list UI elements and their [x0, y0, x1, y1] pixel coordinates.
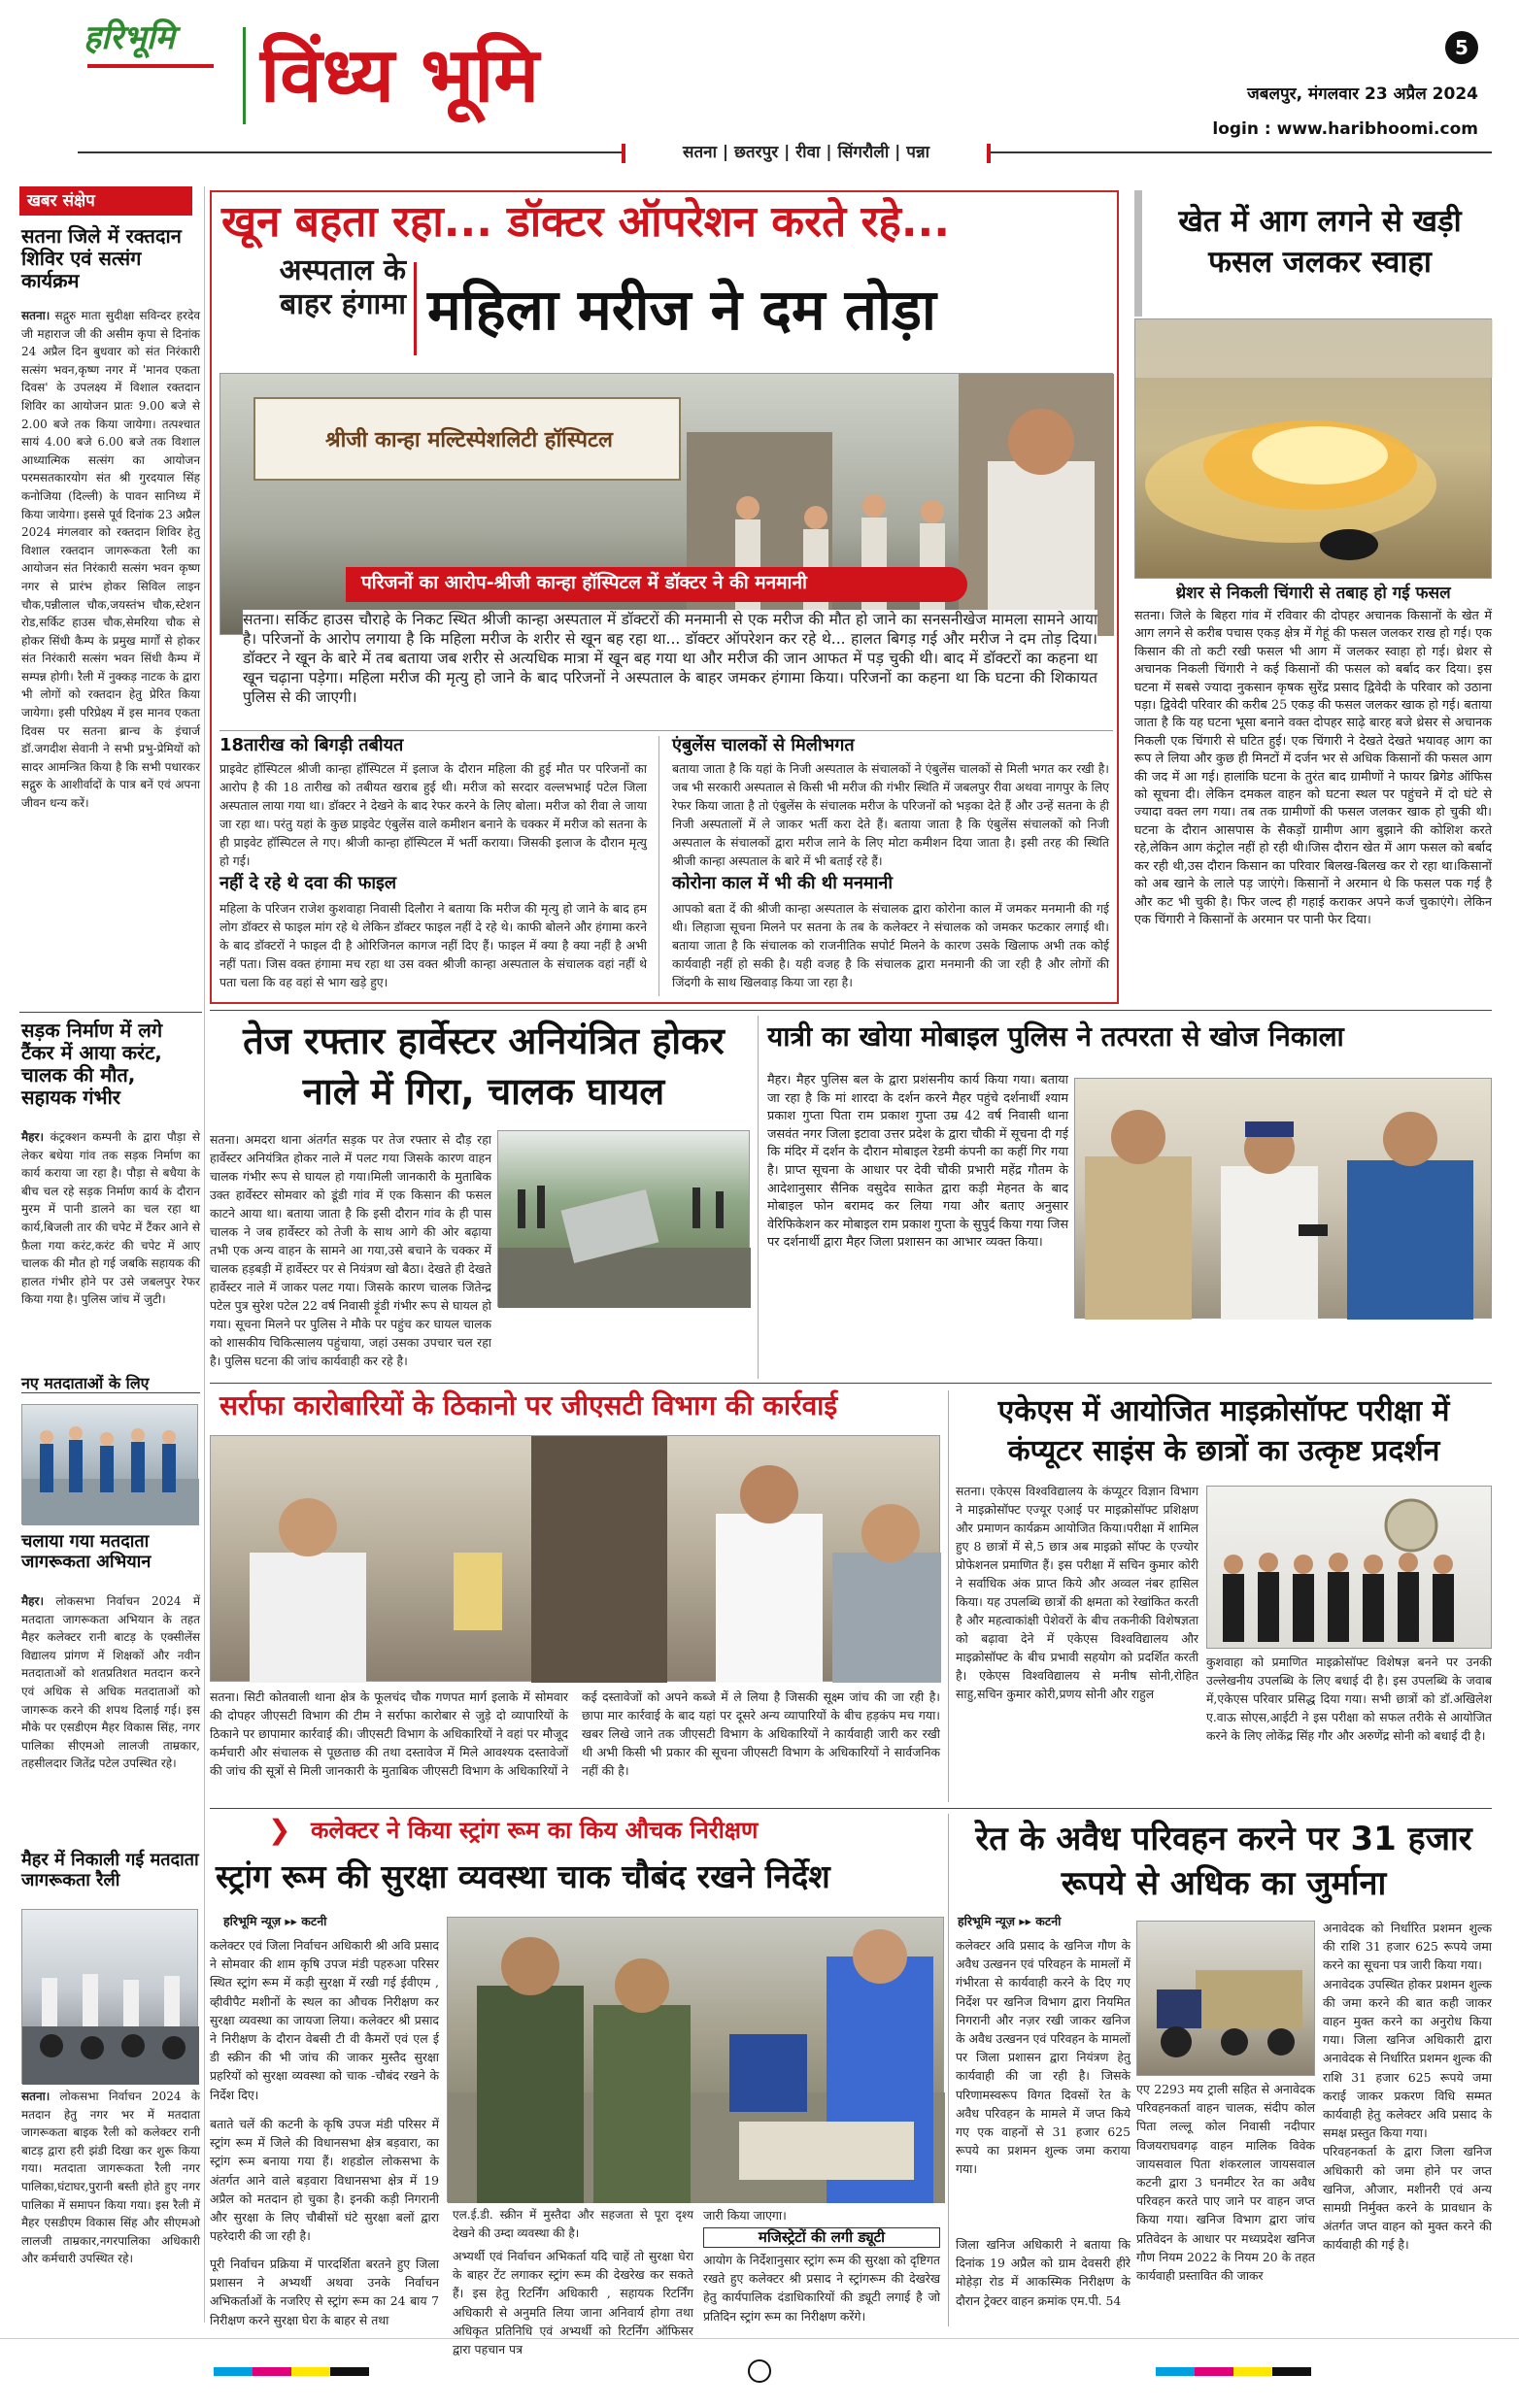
sidebar-body-tanker: मैहर। कंट्रक्शन कम्पनी के द्वारा पौड़ा से लेकर बधेया गांव तक सड़क निर्माण का कार्य कराया जा रहा है। पौड़ा से बधैया के बीच चल रहे सड़क निर्माण कार्य के दौरान मुरम में पानी डालने का चल रहा था कार्य,बिजली तार की चपेट में टैंकर आने से फ़ैला गया करंट,करंट की चपेट में आए चालक की मौत हो गई जबकि सहायक की हालत गंभीर होने पर उसे जबलपुर रेफर किया गया है। पुलिस जांच में जुटी। — [21, 1130, 200, 1307]
sidebar-body-voter-campaign: मैहर। लोकसभा निर्वाचन 2024 में मतदाता जागरूकता अभियान के तहत मैहर कलेक्टर रानी बाटड़ के एक्सीलेंस विद्यालय प्रांगण में शिक्षकों और नवीन मतदाताओं को शतप्रतिशत मतदान करने एवं अधिक से अधिक मतदाताओं को जागरूक करने की शपथ दिलाई गई। इस मौके पर एसडीएम मैहर विकास सिंह, नगर पालिका सीएमओ लालजी ताम्रकार, तहसीलदार जितेंद्र पटेल उपस्थित रहे। — [21, 1594, 200, 1771]
sidebar-headline-tanker: सड़क निर्माण में लगे टैंकर में आया करंट, चालक की मौत, सहायक गंभीर — [21, 1019, 163, 1109]
strong-body-2: बताते चलें की कटनी के कृषि उपज मंडी परिसर में स्ट्रांग रूम में जिले की विधानसभा क्षेत्र बड़वारा, का स्ट्रांग रूम बनाया गया हैं। शहडोल लोकसभा के अंतर्गत आने वाले बड़वारा विधानसभा क्षेत्र में 19 अप्रैल को मतदान हो चुका है। इनकी कड़ी निगरानी और सुरक्षा के लिए चौबीसों घंटे सुरक्षा बलों द्वारा पहरेदारी की जा रही है। — [210, 2117, 439, 2244]
harvester-photo — [497, 1130, 750, 1307]
brand-logo: हरिभूमि — [84, 18, 175, 57]
harvester-body-rest — [497, 1313, 750, 1379]
dateline: जबलपुर, मंगलवार 23 अप्रैल 2024 — [1247, 84, 1478, 104]
sidebar-kicker-new-voters: नए मतदाताओं के लिए — [21, 1375, 200, 1393]
aks-students-group — [1207, 1487, 1493, 1650]
harvester-scene — [498, 1131, 751, 1308]
aks-column-rule — [948, 1390, 949, 1802]
page-number-badge: 5 — [1445, 31, 1478, 64]
lead-subhead: महिला मरीज ने दम तोड़ा — [427, 277, 936, 343]
row3-rule — [210, 1383, 1492, 1384]
sand-tractor — [1137, 1922, 1316, 2077]
aks-headline: एकेएस में आयोजित माइक्रोसॉफ्ट परीक्षा में कंप्यूटर साइंस के छात्रों का उत्कृष्ट प्रदर्शन — [997, 1394, 1450, 1468]
lead-headline: खून बहता रहा... डॉक्टर ऑपरेशन करते रहे... — [221, 197, 950, 247]
voters-pledge-photo — [21, 1404, 198, 1524]
lead-body-3: बताया जाता है कि यहां के निजी अस्पताल के संचालकों ने एंबुलेंस चालकों से मिली भगत कर रखी है। जब भी सरकारी अस्पताल से किसी भी मरीज की गंभीर स्थिति में जबलपुर रीवा अथवा नागपुर के लिए रेफर किया जाता है तो एंबुलेंस के संचालक मरीज के परिजनों को भड़का देते हैं और उन्हें सतना के ही निजी अस्पतालों में ले जाकर भर्ती करा देते हैं। बताया जाता है कि एंबुलेंस संचालकों को निजी अस्पताल के संचालकों द्वारा मरीज लाने के लिए मोटा कमीशन दिया जाता है। इसी तरह की स्थिति श्रीजी कान्हा अस्पताल के बारे में भी बताई रहे हैं। — [672, 761, 1109, 868]
aks-body-1: सतना। एकेएस विश्वविद्यालय के कंप्यूटर विज्ञान विभाग ने माइक्रोसॉफ्ट एज्यूर एआई पर माइक्रोसॉफ्ट प्रशिक्षण और प्रमाणन कार्यक्रम आयोजित किया।परीक्षा में शामिल हुए 8 छात्रों में से,5 छात्र अब माइक्रो सॉफ्ट के एज्योर प्रोफेशनल प्रमाणित हैं। इस परीक्षा में सचिन कुमार कोरी ने सर्वाधिक अंक प्राप्त किये और अव्वल नंबर हासिल किया। यह उपलब्धि छात्रों की क्षमता को रेखांकित करती है और महत्वाकांक्षी पेशेवरों के बीच तकनीकी विशेषज्ञता को बढ़ावा देने में एकेएस विश्वविद्यालय और माइक्रोसॉफ्ट के बीच प्रभावी सहयोग को प्रदर्शित करती है। एकेएस विश्वविद्यालय से मनीष सोनी,रोहित साहु,सचिन कुमार कोरी,प्रणय सोनी और राहुल — [956, 1484, 1198, 1701]
strong-photo-caption: एल.ई.डी. स्क्रीन में मुस्तैदा और सहजता से पूरा दृश्य देखने की उम्दा व्यवस्था की है। — [453, 2208, 693, 2240]
sand-body-3: एए 2293 मय ट्राली सहित से अनावेदक परिवहनकर्ता वाहन चालक, संदीप कोल पिता लल्लू कोल निवासी नदीपार विजयराघवगढ़ वाहन मालिक विवेक जायसवाल पिता शंकरलाल जायसवाल कटनी द्वारा 3 घनमीटर रेत का अवैध परिवहन करते पाए जाने पर वाहन जप्त किया गया। खनिज विभाग द्वारा जांच प्रतिवेदन के आधार पर मध्यप्रदेश खनिज गौण नियम 2022 के नियम 20 के तहत कार्यवाही प्रस्तावित की जाकर — [1136, 2082, 1315, 2284]
mobile-headline: यात्री का खोया मोबाइल पुलिस ने तत्परता से खोज निकाला — [767, 1020, 1344, 1053]
sand-tractor-photo — [1136, 1921, 1315, 2076]
caption-text: परिजनों का आरोप-श्रीजी कान्हा हॉस्पिटल में डॉक्टर ने की मनमानी — [361, 572, 807, 593]
strong-subhead: मजिस्ट्रेटों की लगी ड्यूटी — [703, 2227, 940, 2248]
edition-title: विंध्य भूमि — [260, 32, 539, 119]
lead-body-2: महिला के परिजन राजेश कुशवाहा निवासी दिलौरा ने बताया कि मरीज की मृत्यु हो जाने के बाद हम लोग डॉक्टर से फाइल मांग रहे थे लेकिन डॉक्टर फाइल नहीं दे रहे थे। काफी बोलने और हंगामा करने के बाद डॉक्टरों ने फाइल दी है ओरिजिनल कागज नहीं दिए हैं। फाइल में क्या है क्या नहीं है अभी नहीं पता। जिस वक्त हंगामा मच रहा था उस वक्त श्रीजी कान्हा अस्पताल के संचालक वहां नहीं थे पता चला कि वह वहां से भाग खड़े हुए। — [219, 901, 647, 989]
sand-body-1-text: कलेक्टर अवि प्रसाद के खनिज गौण के अवैध उत्खनन एवं परिवहन के मामलों में गंभीरता से कार्यवाही करने के दिए गए निर्देश पर खनिज विभाग द्वारा नियमित निगरानी और नज़र रखी जाकर खनिज के अवैध उत्खनन एवं परिवहन के मामलों पर जिला प्रशासन द्वारा नियंत्रण हेतु कार्यवाही की जा रही है। जिसके परिणामस्वरूप विगत दिवसों रेत के अवैध परिवहन के मामले में जप्त किये गए एक वाहनों से 31 हजार 625 रूपये का प्रशमन शुल्क जमा कराया गया। — [956, 1938, 1131, 2177]
sand-body-2: जिला खनिज अधिकारी ने बताया कि दिनांक 19 अप्रैल को ग्राम देवसरी हीरे मोहेड़ा रोड में आकस्मिक निरीक्षण के दौरान ट्रेक्टर वाहन क्रमांक एम.पी. 54 — [956, 2237, 1131, 2308]
rally-photo — [21, 1909, 198, 2084]
lead-subhead-2: नहीं दे रहे थे दवा की फाइल — [219, 873, 397, 893]
sand-byline: हरिभूमि न्यूज़ ▸▸ कटनी — [958, 1914, 1062, 1928]
strong-body-3: पूरी निर्वाचन प्रक्रिया में पारदर्शिता बरतने हुए जिला प्रशासन ने अभ्यर्थी अथवा उनके निर्वाचन अभिकर्ताओं के नजरिए से स्ट्रांग रूम का 24 बाय 7 निरीक्षण करने सुरक्षा घेरा के बाहर से तथा — [210, 2257, 439, 2327]
gst-body: सतना। सिटी कोतवाली थाना क्षेत्र के फूलचंद चौक गणपत मार्ग इलाके में सोमवार की दोपहर जीएसटी विभाग की टीम ने सर्राफा कारोबार से जुड़े दो व्यापारियों के ठिकाने पर छापामार कार्रवाई की। जीएसटी विभाग के अधिकारियों ने वहां पर मौजूद कर्मचारी और संचालक से पूछताछ की तथा दस्तावेज में मिले आवश्यक दस्तावेजों की जांच की सूत्रों से मिली जानकारी के मुताबिक जीएसटी विभाग के अधिकारियों ने कई दस्तावेजों को अपने कब्जे में ले लिया है जिसकी सूक्ष्म जांच की जा रही है। छापा मार कार्रवाई के बाद यहां पर दूसरे अन्य व्यापारियों के बीच हड़कंप मच गया। खबर लिखे जाने तक जीएसटी विभाग के अधिकारियों ने कार्यवाही जारी कर रखी थी अभी किसी भी प्रकार की सूचना जीएसटी विभाग के अधिकारियों ने सार्वजनिक नहीं की है। — [210, 1689, 940, 1778]
district-strip: सतना | छतरपुर | रीवा | सिंगरौली | पन्ना — [622, 144, 991, 163]
gst-raid-photo — [210, 1435, 940, 1682]
sidebar-body-blood-donation: सतना। सद्गुरु माता सुदीक्षा सविन्दर हरदेव जी महाराज जी की असीम कृपा से दिनांक 24 अप्रैल दिन बुधवार को संत निरंकारी सत्संग भवन,कृष्ण नगर में 'मानव एकता दिवस' के उपलक्ष्य में विशाल रक्तदान शिविर का आयोजन प्रातः 9.00 बजे से 2.00 बजे तक किया जायेगा। तत्पश्चात सायं 4.00 बजे 6.00 बजे तक विशाल आध्यात्मिक सत्संग का आयोजन परमसतकारयोग संत श्री गुरदयाल सिंह कनोजिया (दिल्ली) के पावन सानिध्य में किया जायेगा। इससे पूर्व दिनांक 23 अप्रैल 2024 मंगलवार को रक्तदान शिविर हेतु विशाल रक्तदान जागरूकता रैली का आयोजन संत निरंकारी सत्संग भवन कृष्ण नगर से प्रारंभ होकर सिविल लाइन चौक,पन्नीलाल चौक,जयस्तंभ चौक,स्टेशन रोड,सर्किट हाउस चौक,सेमरिया चौक से होकर सिंधी कैम्प के प्रमुख मार्गों से होकर संत निरंकारी सत्संग भवन सिंधी कैम्प में सम्पन्न होगी। रैली में नुक्कड़ नाटक के द्वारा भी लोगों को रक्तदान हेतु प्रेरित किया जायेगा। इसी परिप्रेक्ष्य में इस मानव एकता दिवस पर सतना ब्रान्च के इंचार्ज डॉ.जगदीश सेवानी ने सभी प्रभु-प्रेमियों को सादर आमन्त्रित किया है कि सभी पधारकर सद्गुरु के आशीर्वादों के पात्र बनें एवं अपना जीवन धन्य करें। — [21, 309, 200, 811]
cmyk-bar-right — [1156, 2367, 1311, 2376]
gst-raid-scene — [211, 1436, 941, 1683]
fire-headline: खेत में आग लगने से खड़ी फसल जलकर स्वाहा — [1178, 204, 1462, 280]
row4-rule — [210, 1808, 1492, 1809]
fire-subhead: थ्रेशर से निकली चिंगारी से तबाह हो गई फसल — [1175, 584, 1451, 603]
fire-header-bracket — [1134, 190, 1142, 317]
aks-body-2: कुशवाहा को प्रमाणित माइक्रोसॉफ्ट विशेषज्ञ बनने पर उनकी उल्लेखनीय उपलब्धि के लिए बधाई दी है। इस उपलब्धि के जवाब में,एकेएस परिवार प्रसिद्ध दिया गया। सभी छात्रों को डॉ.अखिलेश ए.वाऊ सोएस,आईटी ने इस परीक्षा को सफल तरीके से आयोजित करने के लिए लोकेंद्र सिंह गौर और अरुणेंद्र सोनी को बधाई दी है। — [1206, 1655, 1492, 1743]
harvester-headline: तेज रफ्तार हार्वेस्टर अनियंत्रित होकर नाले में गिरा, चालक घायल — [243, 1020, 725, 1114]
voters-pledge-figures — [22, 1405, 199, 1525]
sidebar-headline-rally: मैहर में निकाली गई मतदाता जागरूकता रैली — [21, 1850, 199, 1890]
registration-mark — [748, 2359, 771, 2383]
login-url[interactable]: login : www.haribhoomi.com — [1212, 119, 1478, 139]
lead-subhead-3: एंबुलेंस चालकों से मिलीभगत — [672, 735, 855, 755]
aks-students-photo — [1206, 1486, 1492, 1649]
mobile-handover-people — [1075, 1079, 1493, 1320]
lead-body-4: आपको बता दें की श्रीजी कान्हा अस्पताल के संचालक द्वारा कोरोना काल में जमकर मनमानी की गई थी। लिहाजा सूचना मिलने पर सतना के तब के कलेक्टर ने संचालक को जमकर फटकार लगाई थी। बताया जाता है कि संचालक को राजनीतिक सपोर्ट मिलने के कारण उसके खिलाफ अभी तक कोई कार्यवाही नहीं हो सकी है। यही वजह है कि संचालक द्वारा मनमानी की जा रही है और लोगों की जिंदगी के साथ खिलवाड़ किया जा रहा है। — [672, 901, 1109, 989]
lead-subhead-4: कोरोना काल में भी की थी मनमानी — [672, 873, 894, 893]
lead-body-1: प्राइवेट हॉस्पिटल श्रीजी कान्हा हॉस्पिटल में इलाज के दौरान महिला की हुई मौत पर परिजनों का आरोप है की 18 तारीख को तबीयत खराब हुई थी। मरीज को सरदार वल्लभभाई पटेल जिला अस्पताल लाया गया था। डॉक्टर ने देखने के बाद रेफर करने के लिए बोला। मरीज को रीवा ले जाया जा रहा था। परंतु यहां के कुछ प्राइवेट एंबुलेंस वाले कमीशन बनाने के चक्कर में मरीज को सतना के ही प्राइवेट हॉस्पिटल ले गए। श्रीजी कान्हा हॉस्पिटल में भर्ती कराया। जिसकी इलाज के दौरान मृत्यु हो गई। — [219, 761, 647, 868]
gst-headline: सर्राफा कारोबारियों के ठिकानो पर जीएसटी विभाग की कार्रवाई — [219, 1389, 838, 1421]
kicker-divider — [414, 262, 417, 355]
strong-room-photo — [447, 1917, 944, 2202]
row2-rule — [210, 1010, 1492, 1011]
sidebar-divider — [19, 1012, 202, 1013]
sand-column-rule — [948, 1814, 949, 2326]
mobile-body: मैहर। मैहर पुलिस बल के द्वारा प्रशंसनीय कार्य किया गया। बताया जा रहा है कि मां शारदा के दर्शन करने मैहर पहुंचे दर्शनार्थी श्याम प्रकाश गुप्ता पिता राम प्रकाश गुप्ता उम्र 42 वर्ष निवासी थाना जसवंत नगर जिला इटावा उत्तर प्रदेश के द्वारा चौकी में सूचना दी गई कि मंदिर में दर्शन के दौरान मोबाइल रेडमी कंपनी का कहीं गिर गया है। प्राप्त सूचना के आधार पर देवी चौकी प्रभारी महेंद्र गौतम के आदेशानुसार सैनिक वसुदेव साकेत द्वारा कड़ी मेहनत के बाद मोबाइल फोन बरामद कर लिया गया और बताए अनुसार वेरिफिकेशन कर मोबाइल राम प्रकाश गुप्ता के सुपुर्द किया गया जिस पर दर्शनार्थी द्वारा मैहर जिला प्रशासन का आभार व्यक्त किया। — [767, 1073, 1068, 1251]
fire-body: सतना। जिले के बिहरा गांव में रविवार की दोपहर अचानक किसानों के खेत में आग लगने से करीब पचास एकड़ क्षेत्र में गेहूं की फसल जलकर राख हो गई। एक किसान की तो कटी रखी फसल भी आग में जलकर स्वाहा हो गई। थ्रेशर से अचानक निकली चिंगारी ने कई किसानों की फसल को बर्बाद कर दिया। इस घटना में सबसे ज्यादा नुकसान कृषक सुरेंद्र प्रसाद द्विवेदी के परिवार को उठाना पड़ा। द्विवेदी परिवार की करीब 25 एकड़ की फसल जलकर खाक हो गई। बताया जाता है कि यह घटना भूसा बनाने वक्त दोपहर साढ़े बारह बजे थ्रेसर से अचानक निकली एक चिंगारी से घटित हुई। एक चिंगारी ने देखते देखते भयावह आग का रूप ले लिया और कुछ ही मिनटों में दर्जन भर से अधिक किसानों की फसल आग की जद में आ गई। हालांकि घटना के तुरंत बाद ग्रामीणों ने फायर ब्रिगेड ऑफिस को सूचना दी। लेकिन दमकल वाहन को घटना स्थल पर पहुंचने में दो घंटे से ज्यादा वक्त लग गया। तब तक ग्रामीणों की फसल जलकर खाक हो चुकी थी। घटना के दौरान आसपास के सैकड़ों ग्रामीण आग बुझाने की कोशिश करते रहे,लेकिन आग कंट्रोल नहीं हो रही थी।जिस दौरान खेत में आग फसल को बर्बाद कर रही थी,उस दौरान किसान का परिवार बिलख-बिलख कर रो रहा था।किसानों को अब खाने के लाले पड़ जाएंगे। किसानों ने अरमान थे कि फसल पक गई है और कट भी चुकी है। फिर जल्द ही गहाई कराकर अपने कर्ज चुकाएंगे। लेकिन एक चिंगारी ने किसानों के अरमान पर पानी फेर दिया। — [1134, 609, 1492, 927]
sidebar-headline-voter-campaign: चलाया गया मतदाता जागरूकता अभियान — [21, 1531, 152, 1572]
strong-body-5: जारी किया जाएगा। — [703, 2208, 787, 2223]
logo-underline — [87, 64, 214, 68]
cmyk-bar-left — [214, 2367, 369, 2376]
lead-intro-rule — [219, 730, 1113, 731]
lead-intro: सतना। सर्किट हाउस चौराहे के निकट स्थित श्रीजी कान्हा अस्पताल में डॉक्टरों की मनमानी से एक मरीज की मौत हो जाने का सनसनीखेज मामला सामने आया है। परिजनों के आरोप लगाया है कि महिला मरीज के शरीर से खून बह रहा था... डॉक्टर ऑपरेशन कर रहे थे... हालत बिगड़ गई और मरीज ने दम तोड़ दिया। डॉक्टर ने खून के बारे में तब बताया जब शरीर से अत्यधिक मात्रा में खून बह गया था और मरीज की जान आफत में पड़ चुकी थी। बाद में डॉक्टरों का कहना था खून चढ़ाना पड़ेगा। महिला मरीज की मृत्यु हो जाने के बाद परिजनों ने अस्पताल के बाहर जमकर हंगामा किया। परिजनों का कहना था कि घटना की शिकायत पुलिस से की जाएगी। — [243, 610, 1097, 728]
lead-column-rule — [658, 736, 659, 996]
fire-photo — [1134, 318, 1492, 579]
lead-kicker: अस्पताल के बाहर हंगामा — [279, 253, 406, 321]
strong-body-1: कलेक्टर एवं जिला निर्वाचन अधिकारी श्री अवि प्रसाद ने सोमवार की शाम कृषि उपज मंडी पहरुआ परिसर स्थित स्ट्रांग रूम में कड़ी सुरक्षा में रखी गई ईवीएम , व्हीवीपैट मशीनों के स्थल का औचक निरीक्षण कर सुरक्षा व्यवस्था का जायजा लिया। कलेक्टर श्री प्रसाद ने निरीक्षण के दौरान वेबसी टी वी कैमरों एवं एल ई डी स्क्रीन की भी जांच की जाकर मुस्तैद सुरक्षा प्रहरियों को सुरक्षा व्यवस्था को चाक -चौबंद रखने के निर्देश दिए। — [210, 1938, 439, 2102]
sidebar-label: खबर संक्षेप — [19, 186, 192, 216]
strong-headline: स्ट्रांग रूम की सुरक्षा व्यवस्था चाक चौबंद रखने निर्देश — [216, 1857, 830, 1895]
harvester-body-top: सतना। अमदरा थाना अंतर्गत सड़क पर तेज रफ्तार से दौड़ रहा हार्वेस्टर अनियंत्रित होकर नाले में पलट गया जिसके कारण वाहन चालक गंभीर रूप से घायल हो गया।मिली जानकारी के मुताबिक उक्त हार्वेस्टर सोमवार को डूंडी गांव में एक किसान की फसल काटने आया था। बताया जाता है कि इसी दौरान गांव के ही पास चालक ने जब हार्वेस्टर को तेजी के साथ आगे की ओर बढ़ाया तभी एक अन्य वाहन के सामने आ गया,उसे बचाने के चक्कर में चालक हड़बड़ी में हार्वेस्टर पर से नियंत्रण खो बैठा। देखते ही देखते हार्वेस्टर नाले में जाकर पलट गया। जिसके कारण चालक जितेन्द्र पटेल पुत्र सुरेश पटेल 22 वर्ष निवासी ड़ूंडी गंभीर रूप से घायल हो गया। सूचना मिलने पर पुलिस ने मौके पर पहुंच कर घायल चालक को शासकीय चिकित्सालय पहुंचाया, जहां उसका उपचार चल रहा है। पुलिस घटना की जांच कार्यवाही कर रहे है। — [210, 1132, 491, 1368]
rally-bikes — [22, 1910, 199, 2085]
masthead-divider — [243, 27, 246, 124]
strong-body-4: अभ्यर्थी एवं निर्वाचन अभिकर्ता यदि चाहें तो सुरक्षा घेरा के बाहर टेंट लगाकर स्ट्रांग रूम की देखरेख कर सकते हैं। इस हेतु रिटर्निंग अधिकारी , सहायक रिटर्निंग अधिकारी से अनुमति लिया जाना अनिवार्य होगा तथा अधिकृत प्रतिनिधि एवं अभ्यर्थी को रिटर्निंग ऑफिसर द्वारा पहचान पत्र — [453, 2249, 693, 2358]
sidebar-headline-blood-donation: सतना जिले में रक्तदान शिविर एवं सत्संग कार्यक्रम — [21, 224, 182, 292]
hospital-sign-text: श्रीजी कान्हा मल्टिस्पेशलिटी हॉस्पिटल — [325, 428, 613, 452]
sidebar-body-rally: सतना। लोकसभा निर्वाचन 2024 के मतदान हेतु नगर भर में मतदाता जागरूकता बाइक रैली को कलेक्टर रानी बाटड़ द्वारा हरी झंडी दिखा कर शुरू किया गया। मतदाता जागरूकता रैली नगर पालिका,घंटाघर,पुरानी बस्ती होते हुए नगर पालिका में समापन किया गया। इस रैली में मैहर एसडीएम विकास सिंह और सीएमओ लालजी ताम्रकार,नगरपालिका अधिकारी और कर्मचारी उपस्थित रहे। — [21, 2090, 200, 2266]
mobile-handover-photo — [1074, 1078, 1492, 1319]
lead-subhead-1: 18तारीख को बिगड़ी तबीयत — [219, 735, 404, 755]
sand-headline: रेत के अवैध परिवहन करने पर 31 हजार रूपये से अधिक का जुर्माना — [975, 1820, 1472, 1903]
sidebar-column-rule — [204, 186, 205, 2323]
sand-body-4: अनावेदक को निर्धारित प्रशमन शुल्क की राशि 31 हजार 625 रूपये जमा करने का सूचना पत्र जारी किया गया। अनावेदक उपस्थित होकर प्रशमन शुल्क की जमा करने की बात कही जाकर वाहन मुक्त करने का अनुरोध किया गया। जिला खनिज अधिकारी द्वारा अनावेदक से निर्धारित प्रशमन शुल्क की राशि 31 हजार 625 रूपये जमा कराई जाकर प्रकरण विधि सम्मत कार्यवाही हेतु कलेक्टर अवि प्रसाद के समक्ष प्रस्तुत किया गया। परिवहनकर्ता के द्वारा जिला खनिज अधिकारी को जमा होने पर जप्त खनिज, औजार, मशीनरी एवं अन्य सामग्री निर्मुक्त करने के प्रावधान के अंतर्गत जप्त वाहन को मुक्त करने की कार्यवाही की गई है। — [1323, 1921, 1492, 2253]
strong-kicker: कलेक्टर ने किया स्ट्रांग रूम का किय औचक निरीक्षण — [311, 1817, 759, 1844]
strong-room-scene — [448, 1918, 945, 2203]
strong-kicker-chevron: ❯ — [268, 1814, 291, 1846]
fire-flames — [1135, 319, 1493, 580]
strong-byline: हरिभूमि न्यूज़ ▸▸ कटनी — [223, 1914, 327, 1928]
mobile-column-rule — [758, 1016, 759, 1379]
footer-rule — [0, 2338, 1519, 2339]
strong-body-6: आयोग के निर्देशानुसार स्ट्रांग रूम की सुरक्षा को दृष्टिगत रखते हुए कलेक्टर श्री प्रसाद ने स्ट्रांगरूम की देखरेख हेतु कार्यपालिक दंडाधिकारियों की ड्यूटी लगाई है जो प्रतिदिन स्ट्रांग रूम का निरीक्षण करेंगे। — [703, 2253, 940, 2324]
